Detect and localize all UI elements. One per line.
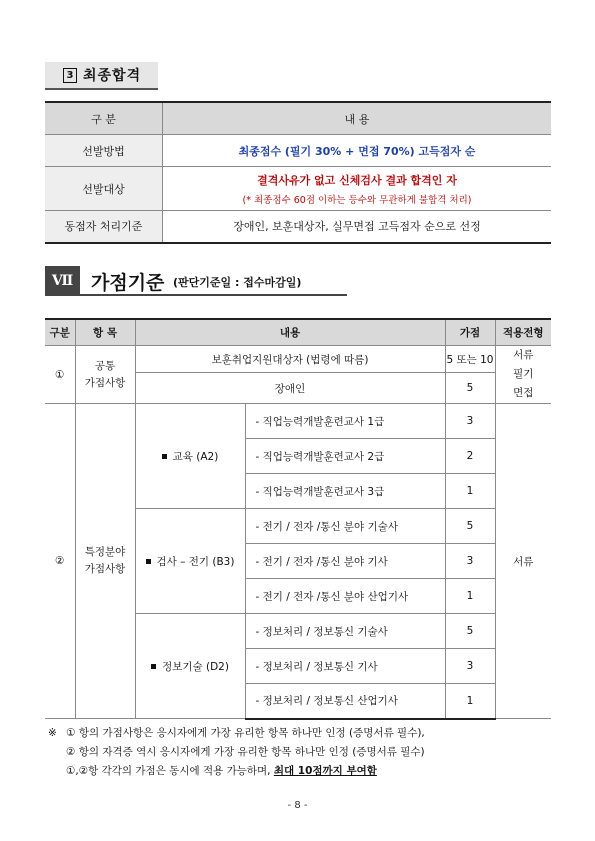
table-row xyxy=(45,167,551,211)
table-header-row xyxy=(45,102,551,135)
header-category: 구 분 xyxy=(45,102,163,135)
item-points: 1 xyxy=(445,579,495,614)
common-content: 보훈취업지원대상자 (법령에 따름) xyxy=(135,346,445,373)
group-name: 정보기술 (D2) xyxy=(162,660,229,673)
item-content: - 전기 / 전자 /통신 분야 기사 xyxy=(245,544,445,579)
item-points: 3 xyxy=(445,649,495,684)
note-line xyxy=(48,724,425,743)
common-number: ① xyxy=(45,346,75,404)
special-applies: 서류 xyxy=(495,404,551,719)
common-applies-cell xyxy=(495,346,551,404)
applies-line: 서류 xyxy=(513,349,534,361)
header-content: 내 용 xyxy=(163,102,552,135)
item-points: 1 xyxy=(445,684,495,719)
item-content: - 전기 / 전자 /통신 분야 기술사 xyxy=(245,509,445,544)
item-content: - 정보처리 / 정보통신 산업기사 xyxy=(245,684,445,719)
row-content: 최종점수 (필기 30% + 면접 70%) 고득점자 순 xyxy=(163,135,552,167)
note-text: ② 항의 자격증 역시 응시자에게 가장 유리한 항목 하나만 인정 (증명서류 필수) xyxy=(66,746,425,758)
item-content: - 직업능력개발훈련교사 1급 xyxy=(245,404,445,439)
item-content: - 직업능력개발훈련교사 3급 xyxy=(245,474,445,509)
row-content: 결격사유가 없고 신체검사 결과 합격인 자 xyxy=(257,173,457,187)
header-applies: 적용전형 xyxy=(495,319,551,346)
header-points: 가점 xyxy=(445,319,495,346)
group-name: 교육 (A2) xyxy=(172,450,219,463)
table-row xyxy=(45,404,551,439)
item-content: - 정보처리 / 정보통신 기사 xyxy=(245,649,445,684)
note-mark: ※ xyxy=(48,727,57,739)
section-7-subtitle: (판단기준일 : 접수마감일) xyxy=(173,276,302,289)
item-content: - 전기 / 전자 /통신 분야 산업기사 xyxy=(245,579,445,614)
note-text: ① 항의 가점사항은 응시자에게 가장 유리한 항목 하나만 인정 (증명서류 필수), xyxy=(66,727,425,739)
header-item: 항 목 xyxy=(75,319,135,346)
section-7-number: Ⅶ xyxy=(45,266,80,296)
bullet-icon xyxy=(146,559,151,564)
common-content: 장애인 xyxy=(135,373,445,404)
row-content-cell xyxy=(163,167,552,211)
common-label-cell xyxy=(75,346,135,404)
row-note: (* 최종점수 60점 이하는 등수와 무관하게 불합격 처리) xyxy=(242,194,472,206)
heading-underline xyxy=(80,294,347,296)
row-label: 선발방법 xyxy=(45,135,163,167)
page-number: - 8 - xyxy=(287,800,308,811)
table-row xyxy=(45,211,551,243)
item-points: 3 xyxy=(445,544,495,579)
table-row xyxy=(45,135,551,167)
bullet-icon xyxy=(151,664,156,669)
special-label-cell xyxy=(75,404,135,719)
item-points: 1 xyxy=(445,474,495,509)
table-row xyxy=(45,346,551,373)
item-points: 5 xyxy=(445,509,495,544)
item-content: - 정보처리 / 정보통신 기술사 xyxy=(245,614,445,649)
table-header-row xyxy=(45,319,551,346)
group-name-cell xyxy=(135,404,245,509)
special-number: ② xyxy=(45,404,75,719)
item-points: 5 xyxy=(445,614,495,649)
common-label-line: 가점사항 xyxy=(84,376,126,389)
note-text: ①,②항 각각의 가점은 동시에 적용 가능하며, xyxy=(66,765,274,777)
item-points: 2 xyxy=(445,439,495,474)
section-7-heading xyxy=(45,266,347,296)
note-line xyxy=(48,743,425,762)
section-3-number: 3 xyxy=(63,68,77,83)
applies-line: 필기 xyxy=(513,368,534,380)
group-name-cell xyxy=(135,509,245,614)
group-name-cell xyxy=(135,614,245,719)
bonus-points-table xyxy=(45,318,551,720)
row-label: 동점자 처리기준 xyxy=(45,211,163,243)
common-points: 5 xyxy=(445,373,495,404)
item-points: 3 xyxy=(445,404,495,439)
section-3-heading xyxy=(45,62,158,90)
row-label: 선발대상 xyxy=(45,167,163,211)
common-label-line: 공통 xyxy=(94,359,116,372)
section-3-title: 최종합격 xyxy=(83,68,142,84)
row-content: 장애인, 보훈대상자, 실무면접 고득점자 순으로 선정 xyxy=(163,211,552,243)
group-name: 검사 – 전기 (B3) xyxy=(156,555,235,568)
note-line xyxy=(48,762,425,781)
bullet-icon xyxy=(162,454,167,459)
note-emphasis: 최대 10점까지 부여함 xyxy=(273,765,377,777)
section-7-title: 가점기준 xyxy=(91,272,165,294)
header-category: 구분 xyxy=(45,319,75,346)
item-content: - 직업능력개발훈련교사 2급 xyxy=(245,439,445,474)
notes xyxy=(48,724,425,781)
common-points: 5 또는 10 xyxy=(445,346,495,373)
applies-line: 면접 xyxy=(513,387,534,399)
special-label-line: 특정분야 xyxy=(84,546,126,558)
special-label-line: 가점사항 xyxy=(84,563,126,575)
final-pass-table xyxy=(45,101,551,244)
header-content: 내용 xyxy=(135,319,445,346)
